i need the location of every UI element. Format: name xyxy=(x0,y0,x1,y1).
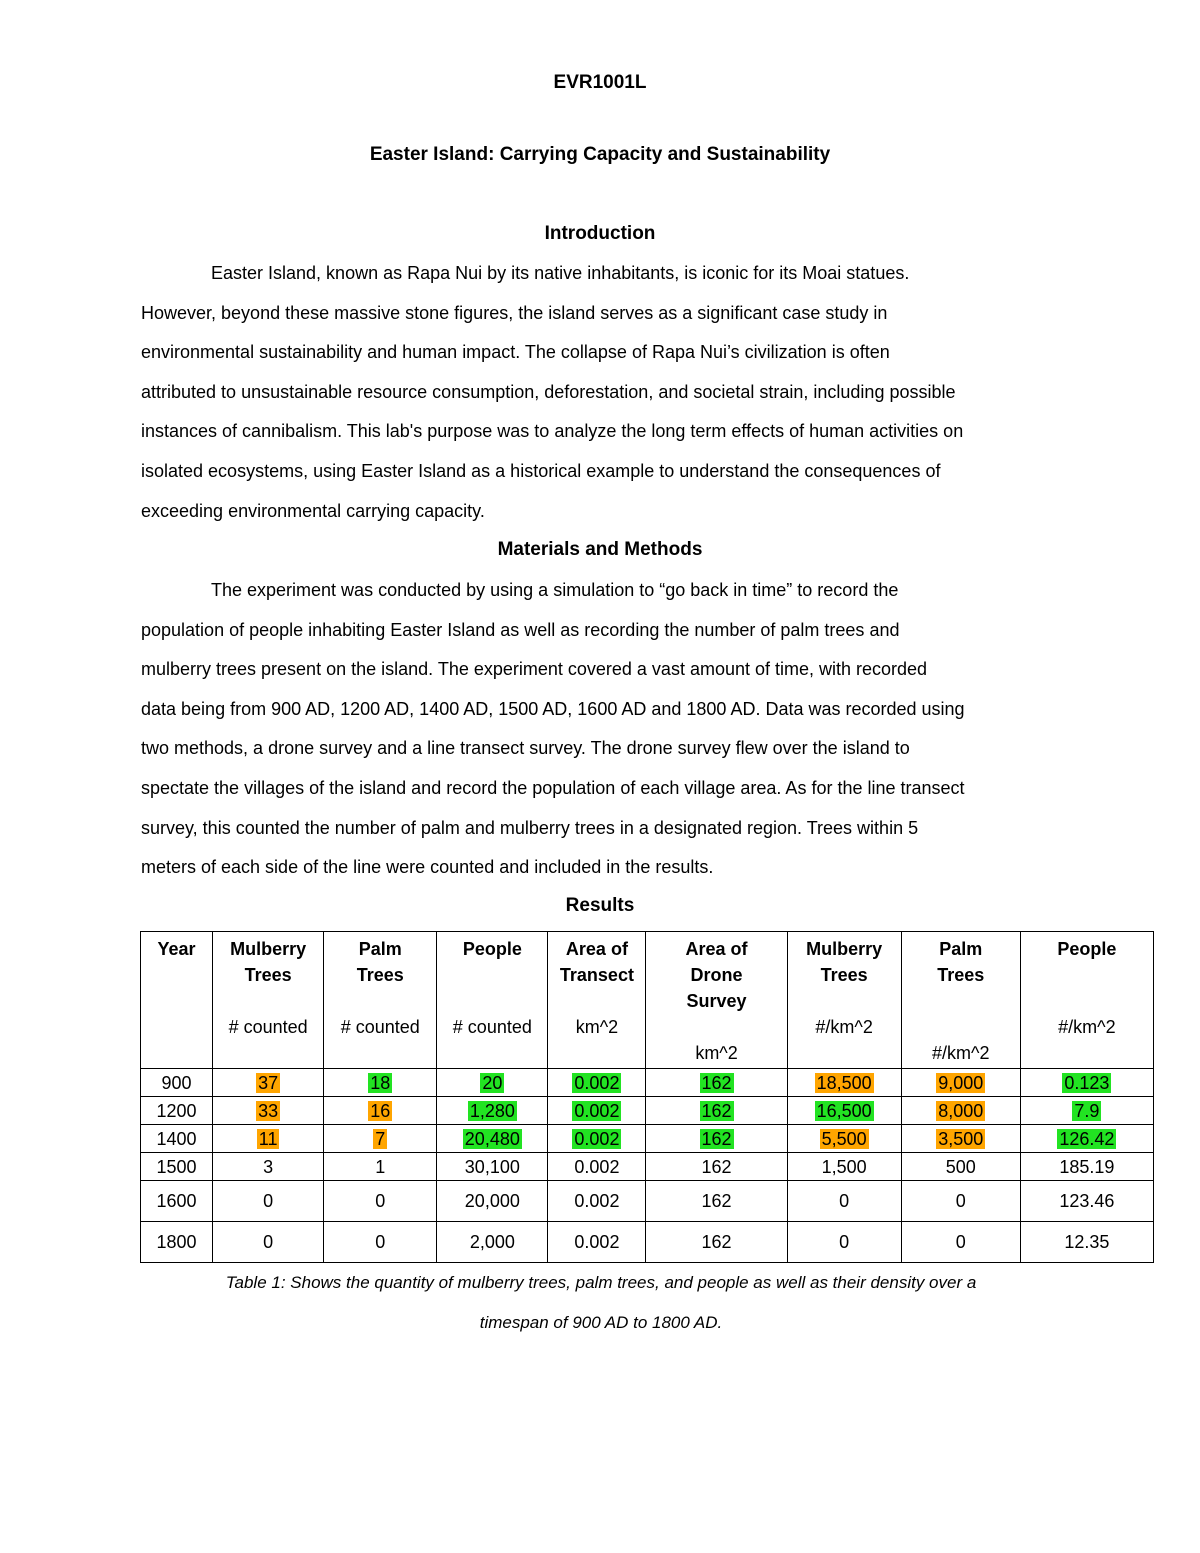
table-header-row xyxy=(141,932,1154,1069)
cell-value: 2,000 xyxy=(469,1232,515,1252)
cell-value: 37 xyxy=(258,1072,279,1093)
table-cell xyxy=(213,1125,324,1153)
table-cell xyxy=(787,1181,901,1222)
column-header xyxy=(324,932,437,1069)
column-header-title: Drone xyxy=(690,965,743,985)
cell-value: 7 xyxy=(375,1128,386,1149)
cell-value: 3 xyxy=(263,1156,274,1177)
header-spacer xyxy=(902,988,1020,1014)
column-header-unit: # counted xyxy=(228,1017,308,1037)
column-header-title: Trees xyxy=(244,965,292,985)
paragraph-line: meters of each side of the line were counted and included in the results. xyxy=(141,857,714,878)
table-cell xyxy=(324,1222,437,1263)
cell-value: 30,100 xyxy=(464,1156,520,1177)
column-header-title: Year xyxy=(157,939,196,959)
cell-value: 20 xyxy=(482,1072,503,1093)
cell-value: 33 xyxy=(258,1100,279,1121)
cell-value: 5,500 xyxy=(821,1128,867,1149)
paragraph-line: Easter Island, known as Rapa Nui by its native inhabitants, is iconic for its Moai statues. xyxy=(211,263,910,283)
table-cell xyxy=(213,1181,324,1222)
table-cell xyxy=(548,1069,646,1097)
paragraph-line: isolated ecosystems, using Easter Island as a historical example to understand the consequences of xyxy=(141,460,941,481)
table-row xyxy=(141,1125,1154,1153)
cell-value: 20,480 xyxy=(464,1128,520,1149)
introduction-heading: Introduction xyxy=(544,223,656,244)
table-cell xyxy=(787,1097,901,1125)
table-row xyxy=(141,1222,1154,1263)
cell-value: 162 xyxy=(701,1156,732,1177)
column-header-title: Trees xyxy=(937,965,985,985)
column-header-unit: #/km^2 xyxy=(815,1017,873,1037)
table-cell xyxy=(548,1181,646,1222)
cell-value: 162 xyxy=(701,1232,732,1252)
document-title: Easter Island: Carrying Capacity and Sustainability xyxy=(369,144,831,165)
cell-value: 126.42 xyxy=(1059,1128,1115,1149)
paragraph-line: exceeding environmental carrying capacity. xyxy=(141,500,485,521)
cell-value: 1,500 xyxy=(821,1156,867,1177)
course-code: EVR1001L xyxy=(553,72,647,93)
table-cell xyxy=(437,1097,548,1125)
column-header-title: Palm xyxy=(358,939,402,959)
table-cell xyxy=(787,1125,901,1153)
paragraph-line: environmental sustainability and human impact. The collapse of Rapa Nui’s civilization is often xyxy=(141,342,890,363)
header-spacer xyxy=(646,1014,786,1040)
table-cell xyxy=(646,1153,787,1181)
table-cell xyxy=(437,1125,548,1153)
header-spacer xyxy=(1021,962,1153,988)
table-cell xyxy=(646,1069,787,1097)
table-cell xyxy=(787,1222,901,1263)
results-table xyxy=(140,931,1154,1263)
header-spacer xyxy=(213,988,323,1014)
cell-value: 18,500 xyxy=(816,1072,872,1093)
paragraph-line: mulberry trees present on the island. The experiment covered a vast amount of time, with recorded xyxy=(141,659,928,680)
table-row xyxy=(141,1181,1154,1222)
column-header xyxy=(548,932,646,1069)
cell-value: 0.002 xyxy=(574,1232,620,1252)
column-header-unit: km^2 xyxy=(575,1017,619,1037)
paragraph-line: two methods, a drone survey and a line transect survey. The drone survey flew over the island to xyxy=(141,738,910,759)
cell-value: 162 xyxy=(701,1100,732,1121)
cell-value: 0.002 xyxy=(574,1191,620,1211)
table-cell xyxy=(787,1069,901,1097)
cell-value: 7.9 xyxy=(1074,1100,1100,1121)
table-cell xyxy=(213,1097,324,1125)
column-header-title: People xyxy=(1057,939,1117,959)
cell-value: 0 xyxy=(263,1191,274,1211)
table-cell xyxy=(213,1153,324,1181)
cell-value: 123.46 xyxy=(1059,1191,1115,1211)
header-spacer xyxy=(548,988,645,1014)
table-cell xyxy=(1020,1222,1153,1263)
cell-value: 162 xyxy=(701,1191,732,1211)
table-cell xyxy=(1020,1097,1153,1125)
cell-value: 0 xyxy=(375,1232,386,1252)
column-header-title: Mulberry xyxy=(806,939,883,959)
year-cell xyxy=(141,1222,213,1263)
column-header-title: People xyxy=(462,939,522,959)
table-cell xyxy=(1020,1153,1153,1181)
table-cell xyxy=(901,1069,1020,1097)
paragraph-line: However, beyond these massive stone figures, the island serves as a significant case study in xyxy=(141,302,888,323)
column-header xyxy=(646,932,787,1069)
column-header xyxy=(213,932,324,1069)
table-cell xyxy=(548,1097,646,1125)
table-cell xyxy=(324,1125,437,1153)
header-spacer xyxy=(902,1014,1020,1040)
table-caption xyxy=(141,1263,1061,1343)
cell-value: 0 xyxy=(263,1232,274,1252)
column-header-title: Mulberry xyxy=(230,939,307,959)
table-row xyxy=(141,1153,1154,1181)
cell-value: 0 xyxy=(839,1232,850,1252)
table-cell xyxy=(787,1153,901,1181)
paragraph-line: spectate the villages of the island and record the population of each village area. As for the line transect xyxy=(141,777,965,798)
cell-value: 11 xyxy=(258,1128,278,1149)
column-header-title: Transect xyxy=(559,965,634,985)
column-header-title: Trees xyxy=(820,965,868,985)
column-header xyxy=(1020,932,1153,1069)
paragraph-line: data being from 900 AD, 1200 AD, 1400 AD, 1500 AD, 1600 AD and 1800 AD. Data was recorded using xyxy=(141,698,965,719)
materials-paragraph xyxy=(141,571,1061,888)
table-body xyxy=(141,1069,1154,1263)
cell-value: 8,000 xyxy=(938,1100,984,1121)
column-header-title: Palm xyxy=(939,939,983,959)
table-cell xyxy=(1020,1125,1153,1153)
column-header-unit: km^2 xyxy=(695,1043,738,1063)
table-cell xyxy=(548,1222,646,1263)
cell-value: 20,000 xyxy=(464,1191,520,1211)
table-row xyxy=(141,1097,1154,1125)
header-spacer xyxy=(788,988,901,1014)
cell-value: 16 xyxy=(370,1100,391,1121)
column-header-unit: #/km^2 xyxy=(1058,1017,1116,1037)
cell-value: 16,500 xyxy=(816,1100,872,1121)
cell-value: 500 xyxy=(945,1156,976,1177)
cell-value: 1,280 xyxy=(469,1100,515,1121)
table-cell xyxy=(1020,1069,1153,1097)
results-heading: Results xyxy=(565,895,635,916)
paragraph-line: instances of cannibalism. This lab's purpose was to analyze the long term effects of human activities on xyxy=(141,421,964,442)
table-cell xyxy=(646,1097,787,1125)
caption-line: timespan of 900 AD to 1800 AD. xyxy=(479,1313,723,1332)
header-spacer xyxy=(437,988,547,1014)
table-cell xyxy=(1020,1181,1153,1222)
column-header-title: Area of xyxy=(565,939,628,959)
table-cell xyxy=(437,1069,548,1097)
table-cell xyxy=(646,1125,787,1153)
year-cell xyxy=(141,1153,213,1181)
table-cell xyxy=(324,1069,437,1097)
cell-value: 0.123 xyxy=(1064,1072,1110,1093)
year-cell xyxy=(141,1097,213,1125)
year-cell xyxy=(141,1125,213,1153)
cell-value: 0 xyxy=(375,1191,386,1211)
year-cell xyxy=(141,1181,213,1222)
cell-value: 162 xyxy=(701,1072,732,1093)
cell-value: 1800 xyxy=(156,1232,197,1252)
table-cell xyxy=(213,1222,324,1263)
cell-value: 18 xyxy=(370,1072,391,1093)
column-header xyxy=(901,932,1020,1069)
table-row xyxy=(141,1069,1154,1097)
table-cell xyxy=(646,1181,787,1222)
materials-heading: Materials and Methods xyxy=(497,539,703,560)
cell-value: 0.002 xyxy=(574,1072,620,1093)
table-cell xyxy=(548,1125,646,1153)
paragraph-line: survey, this counted the number of palm and mulberry trees in a designated region. Trees within 5 xyxy=(141,817,919,838)
cell-value: 185.19 xyxy=(1059,1156,1115,1177)
table-cell xyxy=(324,1097,437,1125)
column-header-title: Survey xyxy=(686,991,747,1011)
cell-value: 1600 xyxy=(156,1191,197,1211)
cell-value: 1200 xyxy=(156,1100,197,1121)
paragraph-line: The experiment was conducted by using a simulation to “go back in time” to record the xyxy=(211,580,899,600)
caption-line: Table 1: Shows the quantity of mulberry trees, palm trees, and people as well as their density over a xyxy=(225,1273,977,1292)
year-cell xyxy=(141,1069,213,1097)
cell-value: 900 xyxy=(161,1072,192,1093)
cell-value: 1 xyxy=(375,1156,386,1177)
table-cell xyxy=(901,1222,1020,1263)
table-cell xyxy=(324,1153,437,1181)
header-spacer xyxy=(1021,988,1153,1014)
column-header-unit: # counted xyxy=(340,1017,420,1037)
column-header xyxy=(141,932,213,1069)
cell-value: 3,500 xyxy=(938,1128,984,1149)
cell-value: 162 xyxy=(701,1128,732,1149)
cell-value: 9,000 xyxy=(938,1072,984,1093)
cell-value: 0.002 xyxy=(574,1100,620,1121)
cell-value: 0 xyxy=(955,1191,966,1211)
table-cell xyxy=(437,1181,548,1222)
table-cell xyxy=(901,1125,1020,1153)
table-cell xyxy=(437,1153,548,1181)
table-cell xyxy=(901,1153,1020,1181)
cell-value: 0 xyxy=(955,1232,966,1252)
paragraph-line: attributed to unsustainable resource consumption, deforestation, and societal strain, including possible xyxy=(141,381,956,402)
introduction-paragraph xyxy=(141,254,1061,531)
column-header-title: Area of xyxy=(685,939,748,959)
paragraph-line: population of people inhabiting Easter Island as well as recording the number of palm trees and xyxy=(141,619,900,640)
cell-value: 12.35 xyxy=(1064,1232,1110,1252)
table-cell xyxy=(324,1181,437,1222)
table-cell xyxy=(901,1181,1020,1222)
table-cell xyxy=(901,1097,1020,1125)
column-header xyxy=(437,932,548,1069)
table-cell xyxy=(437,1222,548,1263)
column-header xyxy=(787,932,901,1069)
column-header-title: Trees xyxy=(356,965,404,985)
table-cell xyxy=(646,1222,787,1263)
header-spacer xyxy=(324,988,436,1014)
cell-value: 0 xyxy=(839,1191,850,1211)
column-header-unit: # counted xyxy=(452,1017,532,1037)
cell-value: 0.002 xyxy=(574,1156,620,1177)
cell-value: 0.002 xyxy=(574,1128,620,1149)
cell-value: 1500 xyxy=(156,1156,197,1177)
cell-value: 1400 xyxy=(156,1128,197,1149)
table-cell xyxy=(548,1153,646,1181)
header-spacer xyxy=(437,962,547,988)
table-cell xyxy=(213,1069,324,1097)
column-header-unit: #/km^2 xyxy=(932,1043,990,1063)
